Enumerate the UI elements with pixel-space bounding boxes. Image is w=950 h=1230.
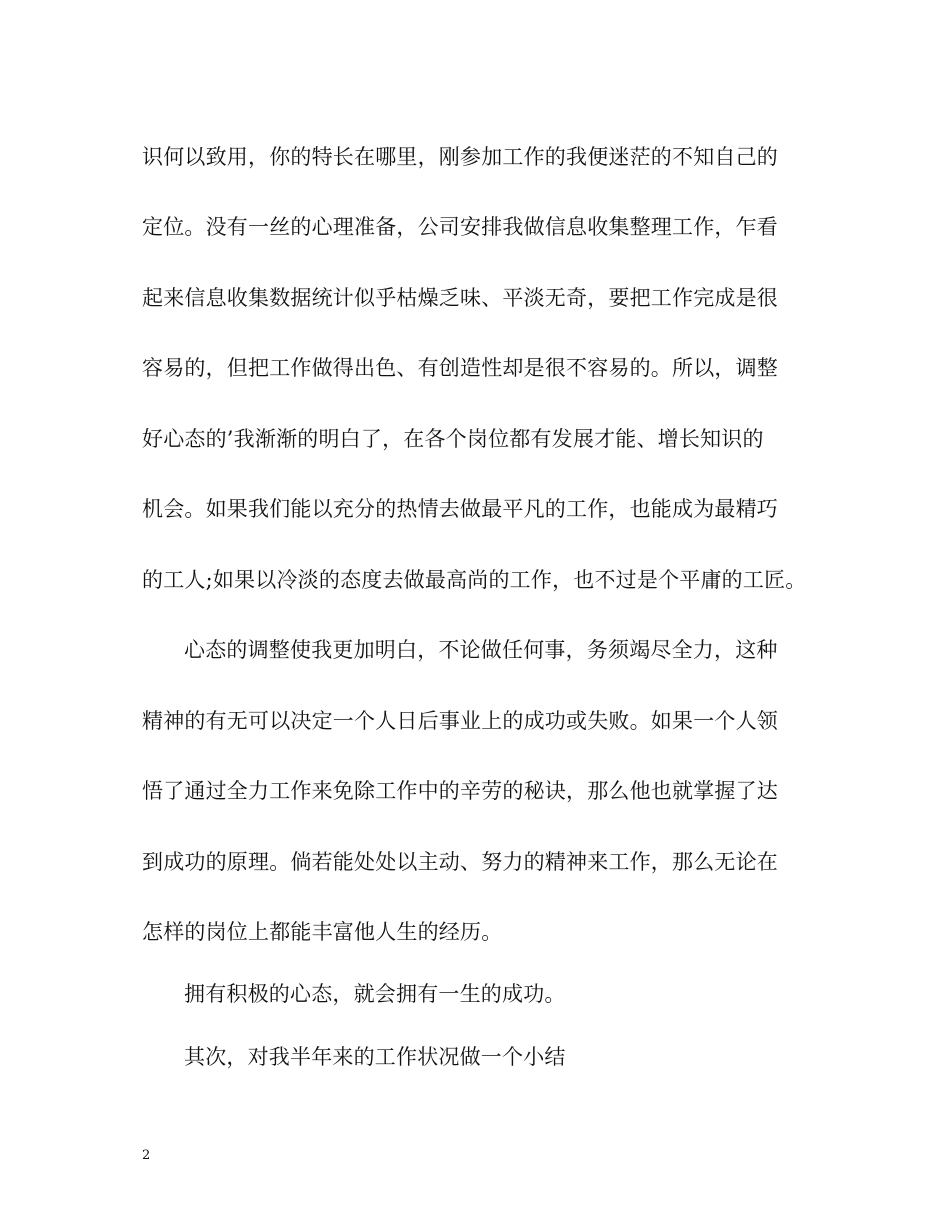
paragraph-line: 怎样的岗位上都能丰富他人生的经历。 <box>142 920 503 944</box>
paragraph-line: 好心态的’我渐渐的明白了，在各个岗位都有发展才能、增长知识的 <box>142 427 764 451</box>
paragraph-line: 的工人;如果以冷淡的态度去做最高尚的工作，也不过是个平庸的工匠。 <box>142 568 807 592</box>
paragraph-line: 机会。如果我们能以充分的热情去做最平凡的工作，也能成为最精巧 <box>142 497 778 521</box>
paragraph-line: 识何以致用，你的特长在哪里，刚参加工作的我便迷茫的不知自己的 <box>142 145 778 169</box>
paragraph-line: 心态的调整使我更加明白，不论做任何事，务须竭尽全力，这种 <box>184 638 778 662</box>
page-number: 2 <box>142 1148 151 1163</box>
paragraph-line: 悟了通过全力工作来免除工作中的辛劳的秘诀，那么他也就掌握了达 <box>142 779 778 803</box>
paragraph-line: 其次，对我半年来的工作状况做一个小结 <box>184 1045 566 1069</box>
paragraph-line: 精神的有无可以决定一个人日后事业上的成功或失败。如果一个人领 <box>142 709 778 733</box>
paragraph-line: 容易的，但把工作做得出色、有创造性却是很不容易的。所以，调整 <box>142 356 778 380</box>
paragraph-line: 到成功的原理。倘若能处处以主动、努力的精神来工作，那么无论在 <box>142 850 778 874</box>
paragraph-line: 起来信息收集数据统计似乎枯燥乏味、平淡无奇，要把工作完成是很 <box>142 286 778 310</box>
paragraph-line: 拥有积极的心态，就会拥有一生的成功。 <box>184 982 566 1006</box>
paragraph-line: 定位。没有一丝的心理准备，公司安排我做信息收集整理工作，乍看 <box>142 215 778 239</box>
